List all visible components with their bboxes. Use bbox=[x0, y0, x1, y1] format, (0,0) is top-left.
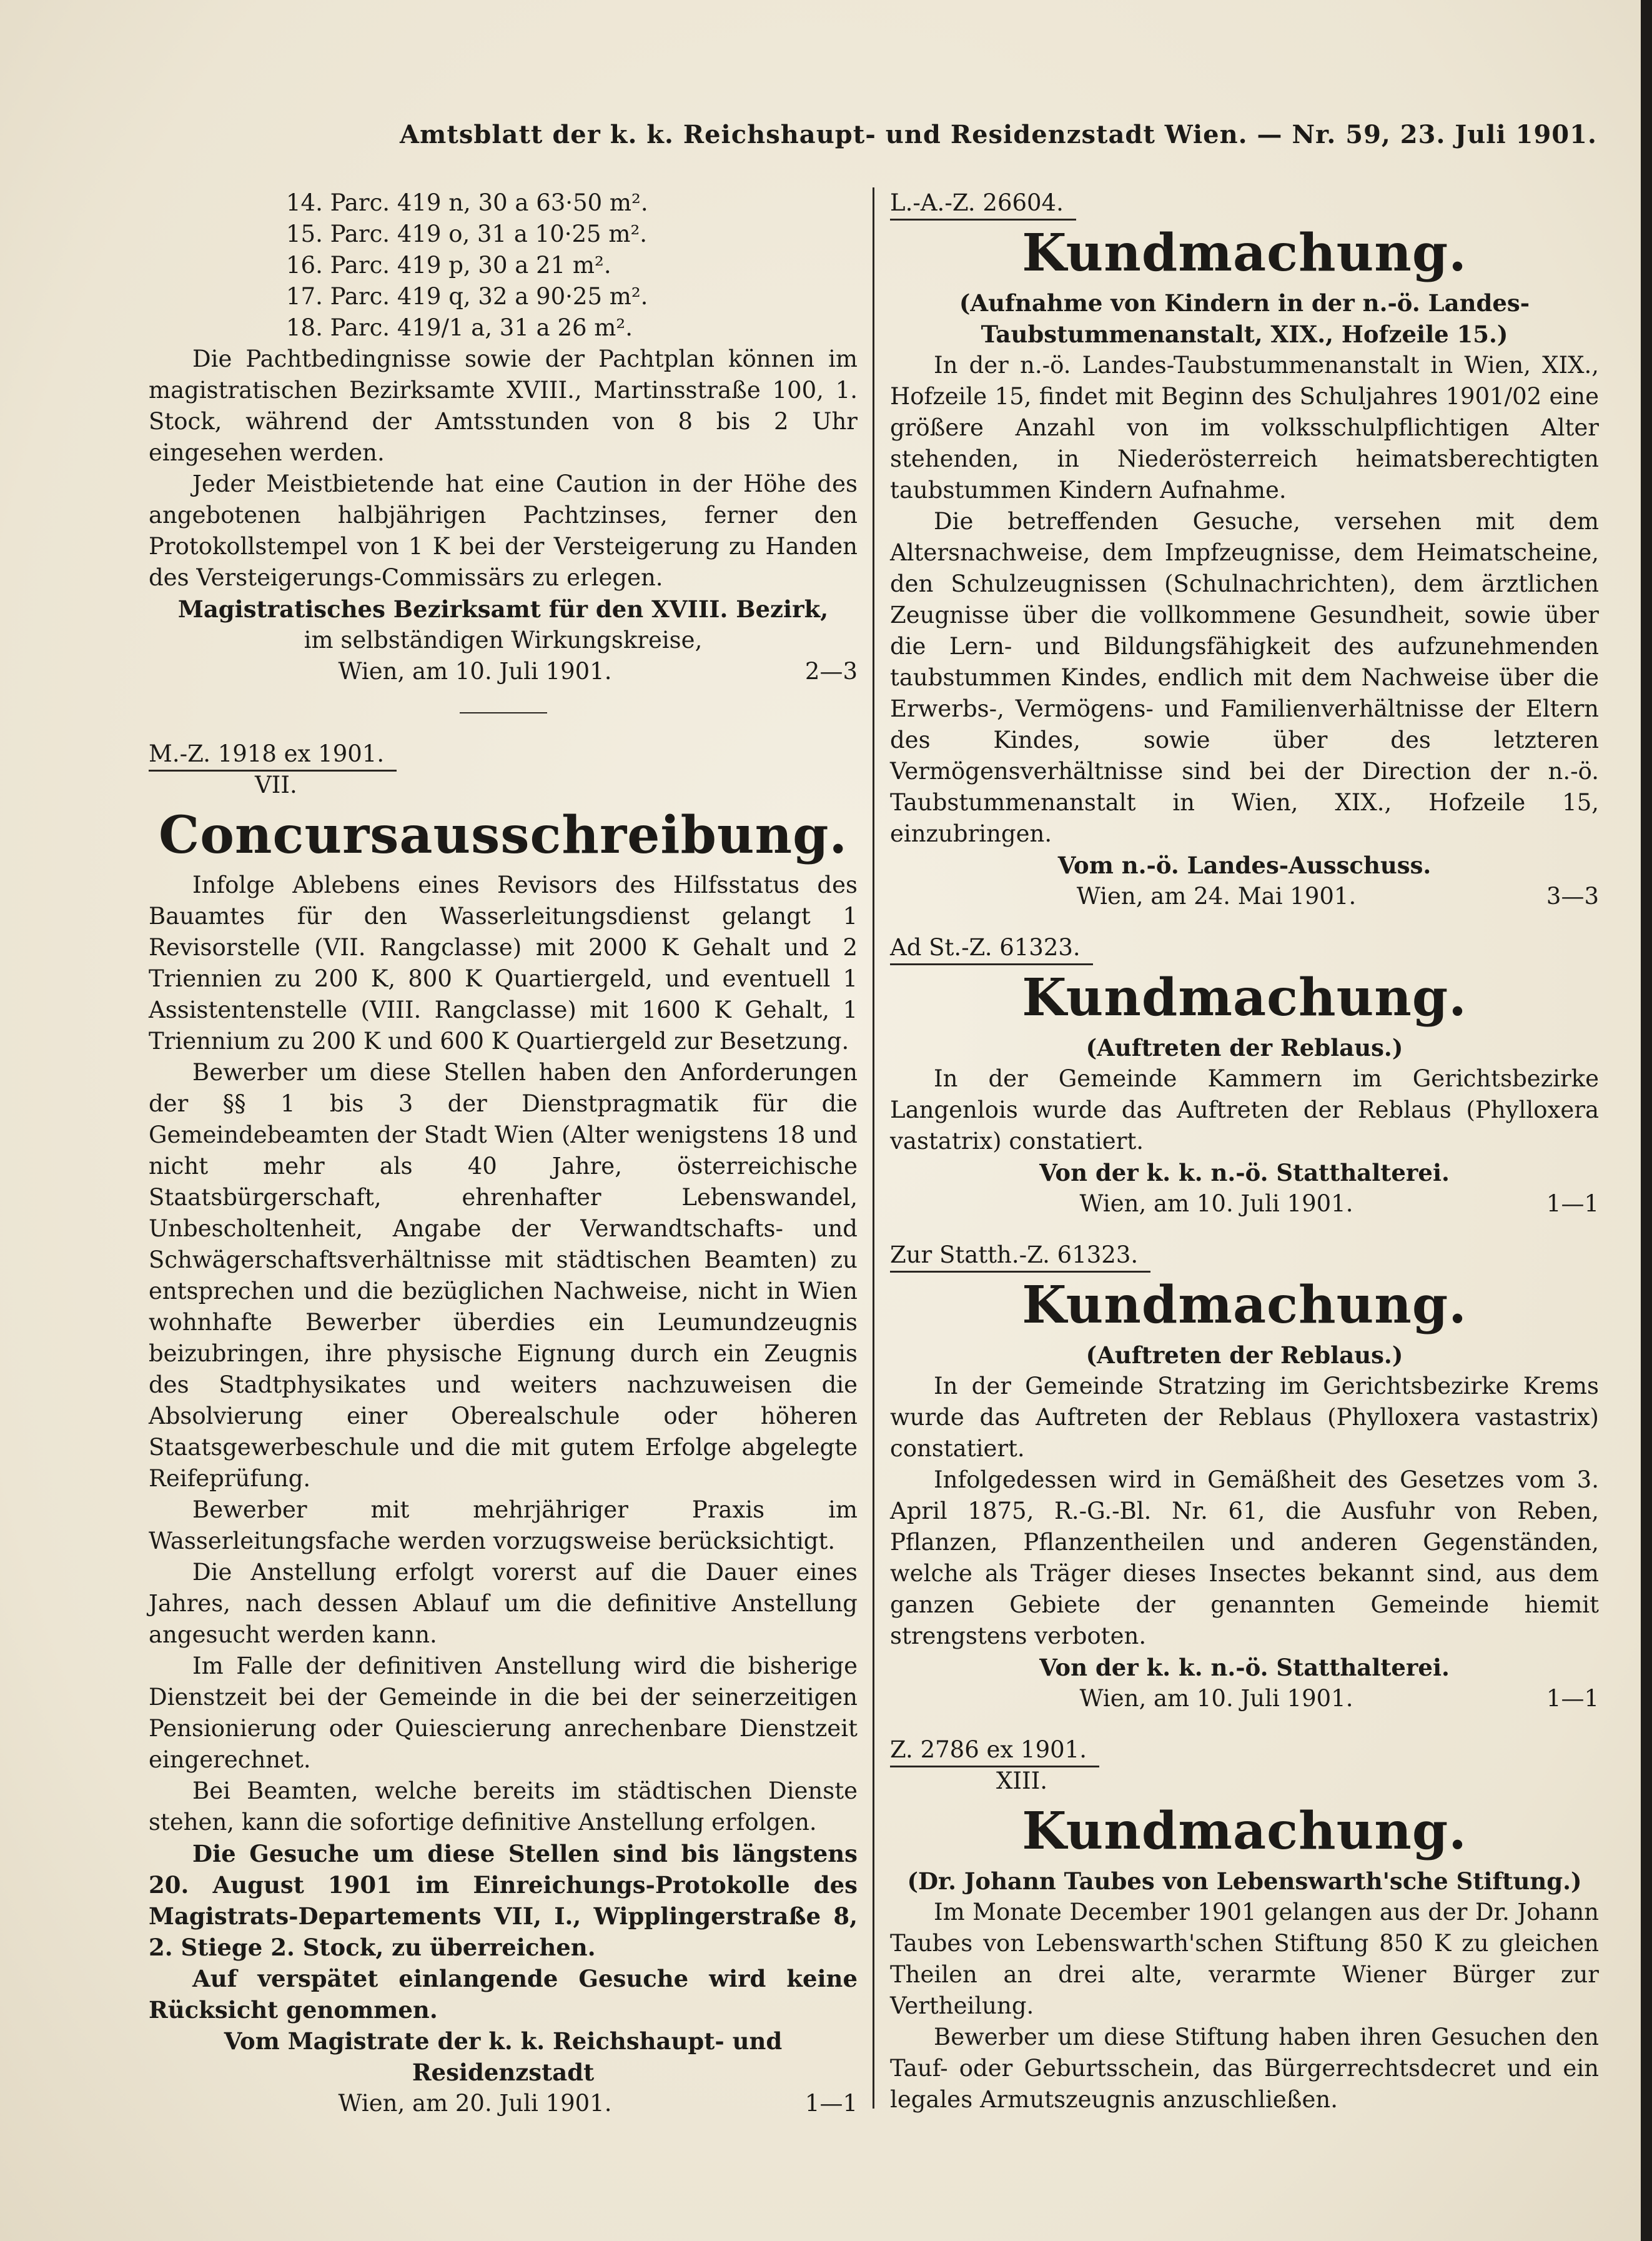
notice-paragraph: Die Gesuche um diese Stellen sind bis längstens 20. August 1901 im Einreichungs-Protokolle des Magistrats-Departements VII, I., Wipplingerstraße 8, 2. Stiege 2. Stock, zu überreichen. bbox=[149, 1840, 858, 1961]
date-number: 1—1 bbox=[804, 2090, 858, 2117]
reference-number: Z. 2786 ex 1901. bbox=[890, 1734, 1099, 1767]
notice-paragraph: Auf verspätet einlangende Gesuche wird keine Rücksicht genommen. bbox=[149, 1965, 858, 2024]
section-separator bbox=[460, 712, 547, 713]
notice-paragraph: Im Monate December 1901 gelangen aus der Dr. Johann Taubes von Lebenswarth'schen Stiftung 850 K zu gleichen Theilen an drei alte, verarmte Wiener Bürger zur Vertheilung. bbox=[890, 1899, 1599, 2019]
parcel-line: 18. Parc. 419/1 a, 31 a 26 m². bbox=[286, 314, 633, 341]
page-edge bbox=[1641, 0, 1652, 2241]
date-number: 1—1 bbox=[1546, 1190, 1599, 1217]
reference-line bbox=[890, 1240, 1599, 1271]
date-line bbox=[890, 881, 1599, 912]
parcel-line: 14. Parc. 419 n, 30 a 63·50 m². bbox=[286, 189, 648, 216]
notice-paragraph: Im Falle der definitiven Anstellung wird die bisherige Dienstzeit bei der Gemeinde in die bei der seinerzeitigen Pensionierung oder Quiescierung anrechenbare Dienstzeit eingerechnet. bbox=[149, 1652, 858, 1773]
notice-title: Kundmachung. bbox=[1022, 223, 1467, 283]
date-number: 2—3 bbox=[804, 658, 858, 685]
date-number: 1—1 bbox=[1546, 1685, 1599, 1712]
notice-paragraph: Die betreffenden Gesuche, versehen mit dem Altersnachweise, dem Impfzeugnisse, dem Heimatscheine, den Schulzeugnissen (Schulnachrichten), dem ärztlichen Zeugnisse über die vollkommene Gesundheit, sowie über die Lern- und Bildungsfähigkeit des aufzunehmenden taubstummen Kindes, endlich mit dem Nachweise über die Erwerbs-, Vermögens- und Familienverhältnisse der Eltern des Kindes, sowie über des letzteren Vermögensverhältnisse sind bei der Direction der n.-ö. Taubstummenanstalt in Wien, XIX., Hofzeile 15, einzubringen. bbox=[890, 508, 1599, 847]
reference-number: Ad St.-Z. 61323. bbox=[890, 932, 1093, 965]
right-column bbox=[890, 187, 1599, 2115]
notice-title: Kundmachung. bbox=[1022, 1801, 1467, 1861]
column-divider bbox=[873, 187, 874, 2109]
notice-subtitle: (Auftreten der Reblaus.) bbox=[1086, 1034, 1403, 1061]
date-text: Wien, am 10. Juli 1901. bbox=[338, 658, 612, 685]
notice-paragraph: Bewerber um diese Stiftung haben ihren Gesuchen den Tauf- oder Geburtsschein, das Bürgerrechtsdecret und ein legales Armutszeugnis anzuschließen. bbox=[890, 2024, 1599, 2113]
notice-paragraph: In der Gemeinde Stratzing im Gerichtsbezirke Krems wurde das Auftreten der Reblaus (Phylloxera vastastrix) constatiert. bbox=[890, 1373, 1599, 1462]
notice-paragraph: Infolgedessen wird in Gemäßheit des Gesetzes vom 3. April 1875, R.-G.-Bl. Nr. 61, die Ausfuhr von Reben, Pflanzen, Pflanzentheilen und anderen Gegenständen, welche als Träger dieses Insectes bekannt sind, aus dem ganzen Gebiete der genannten Gemeinde hiemit strengstens verboten. bbox=[890, 1466, 1599, 1649]
notice-title: Kundmachung. bbox=[1022, 968, 1467, 1028]
spacer bbox=[890, 1714, 1599, 1734]
date-line bbox=[890, 1683, 1599, 1714]
notice-subtitle: (Auftreten der Reblaus.) bbox=[1086, 1341, 1403, 1369]
signature-subline: im selbständigen Wirkungskreise, bbox=[304, 627, 703, 653]
date-line bbox=[890, 1188, 1599, 1220]
notice-subtitle: (Aufnahme von Kindern in der n.-ö. Landes-Taubstummenanstalt, XIX., Hofzeile 15.) bbox=[959, 289, 1530, 348]
date-text: Wien, am 24. Mai 1901. bbox=[1076, 883, 1357, 910]
notice-paragraph: In der n.-ö. Landes-Taubstummenanstalt in Wien, XIX., Hofzeile 15, findet mit Beginn des Schuljahres 1901/02 eine größere Anzahl von im volksschulpflichtigen Alter stehenden, in Niederösterreich heimatsberechtigten taubstummen Kindern Aufnahme. bbox=[890, 352, 1599, 504]
spacer bbox=[890, 912, 1599, 932]
notice-paragraph: In der Gemeinde Kammern im Gerichtsbezirke Langenlois wurde das Auftreten der Reblaus (Phylloxera vastatrix) constatiert. bbox=[890, 1065, 1599, 1155]
notice-paragraph: Bewerber um diese Stellen haben den Anforderungen der §§ 1 bis 3 der Dienstpragmatik für die Gemeindebeamten der Stadt Wien (Alter wenigstens 18 und nicht mehr als 40 Jahre, österreichische Staatsbürgerschaft, ehrenhafter Lebenswandel, Unbescholtenheit, Angabe der Verwandtschafts- und Schwägerschaftsverhältnisse mit städtischen Beamten) zu entsprechen und die bezüglichen Nachweise, nicht in Wien wohnhafte Bewerber überdies ein Leumundzeugnis beizubringen, ihre physische Eignung durch ein Zeugnis des Stadtphysikates und weiters nachzuweisen die Absolvierung einer Oberealschule oder höheren Staatsgewerbeschule und die mit gutem Erfolge abgelegte Reifeprüfung. bbox=[149, 1059, 858, 1492]
signature-line: Magistratisches Bezirksamt für den XVIII. Bezirk, bbox=[177, 595, 829, 623]
notice-paragraph: Bei Beamten, welche bereits im städtischen Dienste stehen, kann die sofortige definitive Anstellung erfolgen. bbox=[149, 1777, 858, 1836]
section-roman-numeral: VII. bbox=[255, 772, 297, 798]
reference-line bbox=[890, 187, 1599, 219]
notice-paragraph: Infolge Ablebens eines Revisors des Hilfsstatus des Bauamtes für den Wasserleitungsdienst gelangt 1 Revisorstelle (VII. Rangclasse) mit 2000 K Gehalt und 2 Triennien zu 200 K, 800 K Quartiergeld, und eventuell 1 Assistentenstelle (VIII. Rangclasse) mit 1600 K Gehalt, 1 Triennium zu 200 K und 600 K Quartiergeld zur Besetzung. bbox=[149, 872, 858, 1055]
left-column bbox=[149, 187, 858, 2119]
date-line bbox=[149, 2088, 858, 2119]
date-number: 3—3 bbox=[1546, 883, 1599, 910]
caution-paragraph: Jeder Meistbietende hat eine Caution in der Höhe des angebotenen halbjährigen Pachtzinses, ferner den Protokollstempel von 1 K bei der Versteigerung zu Handen des Versteigerungs-Commissärs zu erlegen. bbox=[149, 470, 858, 591]
spacer bbox=[890, 1220, 1599, 1240]
parcel-line: 15. Parc. 419 o, 31 a 10·25 m². bbox=[286, 221, 648, 247]
parcel-line: 16. Parc. 419 p, 30 a 21 m². bbox=[286, 252, 611, 279]
date-line bbox=[149, 656, 858, 687]
signature-line: Vom n.-ö. Landes-Ausschuss. bbox=[1057, 852, 1432, 879]
page-header: Amtsblatt der k. k. Reichshaupt- und Residenzstadt Wien. — Nr. 59, 23. Juli 1901. bbox=[400, 120, 1597, 149]
reference-number: Zur Statth.-Z. 61323. bbox=[890, 1240, 1150, 1273]
notice-paragraph: Bewerber mit mehrjähriger Praxis im Wasserleitungsfache werden vorzugsweise berücksichtigt. bbox=[149, 1496, 858, 1554]
reference-line bbox=[149, 738, 858, 770]
signature-line: Von der k. k. n.-ö. Statthalterei. bbox=[1039, 1654, 1450, 1681]
date-text: Wien, am 20. Juli 1901. bbox=[338, 2090, 612, 2117]
reference-line bbox=[890, 932, 1599, 963]
notice-title: Concursausschreibung. bbox=[158, 805, 848, 865]
date-text: Wien, am 10. Juli 1901. bbox=[1079, 1190, 1353, 1217]
signature-line: Vom Magistrate der k. k. Reichshaupt- und Residenzstadt bbox=[224, 2027, 783, 2086]
reference-line bbox=[890, 1734, 1599, 1766]
notice-paragraph: Die Anstellung erfolgt vorerst auf die Dauer eines Jahres, nach dessen Ablauf um die definitive Anstellung angesucht werden kann. bbox=[149, 1559, 858, 1648]
notice-subtitle: (Dr. Johann Taubes von Lebenswarth'sche Stiftung.) bbox=[907, 1867, 1582, 1895]
notice-title: Kundmachung. bbox=[1022, 1275, 1467, 1335]
reference-number: M.-Z. 1918 ex 1901. bbox=[149, 738, 397, 772]
section-roman-numeral: XIII. bbox=[996, 1767, 1047, 1794]
signature-line: Von der k. k. n.-ö. Statthalterei. bbox=[1039, 1159, 1450, 1186]
date-text: Wien, am 10. Juli 1901. bbox=[1079, 1685, 1353, 1712]
reference-number: L.-A.-Z. 26604. bbox=[890, 187, 1076, 221]
pacht-paragraph: Die Pachtbedingnisse sowie der Pachtplan können im magistratischen Bezirksamte XVIII., Martinsstraße 100, 1. Stock, während der Amtsstunden von 8 bis 2 Uhr eingesehen werden. bbox=[149, 345, 858, 466]
parcel-line: 17. Parc. 419 q, 32 a 90·25 m². bbox=[286, 283, 648, 310]
